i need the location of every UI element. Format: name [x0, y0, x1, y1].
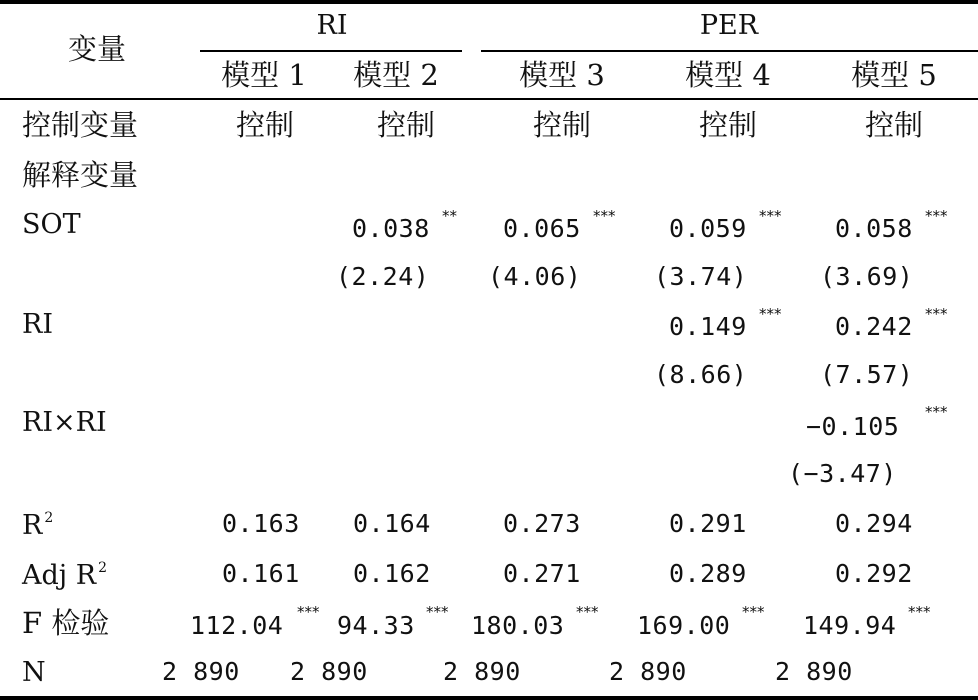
- sot-coef-2: 0.038: [352, 214, 430, 243]
- ri-sig-5: ***: [925, 305, 948, 323]
- sot-coef-4: 0.059: [669, 214, 747, 243]
- sot-coef-5: 0.058: [835, 214, 913, 243]
- ri-coef-5: 0.242: [835, 312, 913, 341]
- ri-sig-4: ***: [759, 305, 782, 323]
- control-cell-3: 控制: [532, 108, 592, 142]
- ri-t-5: (7.57): [820, 360, 914, 389]
- row-label-ri-squared: RI×RI: [22, 407, 107, 438]
- model-header-2: 模型 2: [353, 58, 439, 92]
- adjr2-cell-1: 0.161: [222, 559, 300, 588]
- sot-t-3: (4.06): [488, 262, 582, 291]
- top-rule: [0, 0, 978, 4]
- ri-t-4: (8.66): [654, 360, 748, 389]
- r2-cell-1: 0.163: [222, 509, 300, 538]
- row-label-f-test: F 检验: [22, 606, 110, 640]
- r2-cell-4: 0.291: [669, 509, 747, 538]
- adjr2-cell-4: 0.289: [669, 559, 747, 588]
- control-cell-4: 控制: [698, 108, 758, 142]
- model-header-5: 模型 5: [851, 58, 937, 92]
- n-cell-2: 2 890: [290, 657, 368, 686]
- row-label-adj-r2: Adj R $^2$: [22, 560, 107, 591]
- ri-group-underline: [200, 50, 462, 52]
- f-cell-2: 94.33: [337, 611, 415, 640]
- row-label-r2: R $^2$: [22, 510, 54, 541]
- f-sig-3: ***: [576, 603, 599, 621]
- sot-coef-3: 0.065: [503, 214, 581, 243]
- f-cell-4: 169.00: [637, 611, 731, 640]
- group-header-per: PER: [699, 10, 759, 41]
- n-cell-1: 2 890: [162, 657, 240, 686]
- r2-cell-5: 0.294: [835, 509, 913, 538]
- variable-header: 变量: [68, 32, 127, 66]
- rixri-coef-5: −0.105: [806, 412, 900, 441]
- model-header-4: 模型 4: [685, 58, 771, 92]
- bottom-rule: [0, 696, 978, 700]
- n-cell-5: 2 890: [775, 657, 853, 686]
- control-cell-1: 控制: [235, 108, 295, 142]
- adjr2-cell-5: 0.292: [835, 559, 913, 588]
- f-sig-1: ***: [297, 603, 320, 621]
- adjr2-cell-2: 0.162: [353, 559, 431, 588]
- row-label-control: 控制变量: [22, 108, 139, 142]
- group-header-ri: RI: [316, 10, 348, 41]
- row-label-explanatory: 解释变量: [22, 158, 139, 192]
- sot-sig-3: ***: [593, 207, 616, 225]
- ri-coef-4: 0.149: [669, 312, 747, 341]
- f-sig-4: ***: [742, 603, 765, 621]
- r2-cell-2: 0.164: [353, 509, 431, 538]
- sot-sig-4: ***: [759, 207, 782, 225]
- row-label-sot: SOT: [22, 209, 81, 240]
- f-sig-2: ***: [426, 603, 449, 621]
- rixri-t-5: (−3.47): [788, 459, 897, 488]
- control-cell-5: 控制: [864, 108, 924, 142]
- sot-sig-5: ***: [925, 207, 948, 225]
- model-header-3: 模型 3: [519, 58, 605, 92]
- n-cell-4: 2 890: [609, 657, 687, 686]
- control-cell-2: 控制: [376, 108, 436, 142]
- sot-t-2: (2.24): [336, 262, 430, 291]
- row-label-ri: RI: [22, 309, 53, 340]
- rixri-sig-5: ***: [925, 403, 948, 421]
- per-group-underline: [481, 50, 978, 52]
- sot-t-5: (3.69): [820, 262, 914, 291]
- sot-t-4: (3.74): [654, 262, 748, 291]
- f-cell-3: 180.03: [471, 611, 565, 640]
- r2-cell-3: 0.273: [503, 509, 581, 538]
- f-cell-5: 149.94: [803, 611, 897, 640]
- model-header-1: 模型 1: [221, 58, 307, 92]
- header-rule: [0, 98, 978, 100]
- f-cell-1: 112.04: [190, 611, 284, 640]
- f-sig-5: ***: [908, 603, 931, 621]
- row-label-n: N: [22, 657, 46, 688]
- sot-sig-2: **: [442, 207, 457, 225]
- n-cell-3: 2 890: [443, 657, 521, 686]
- adjr2-cell-3: 0.271: [503, 559, 581, 588]
